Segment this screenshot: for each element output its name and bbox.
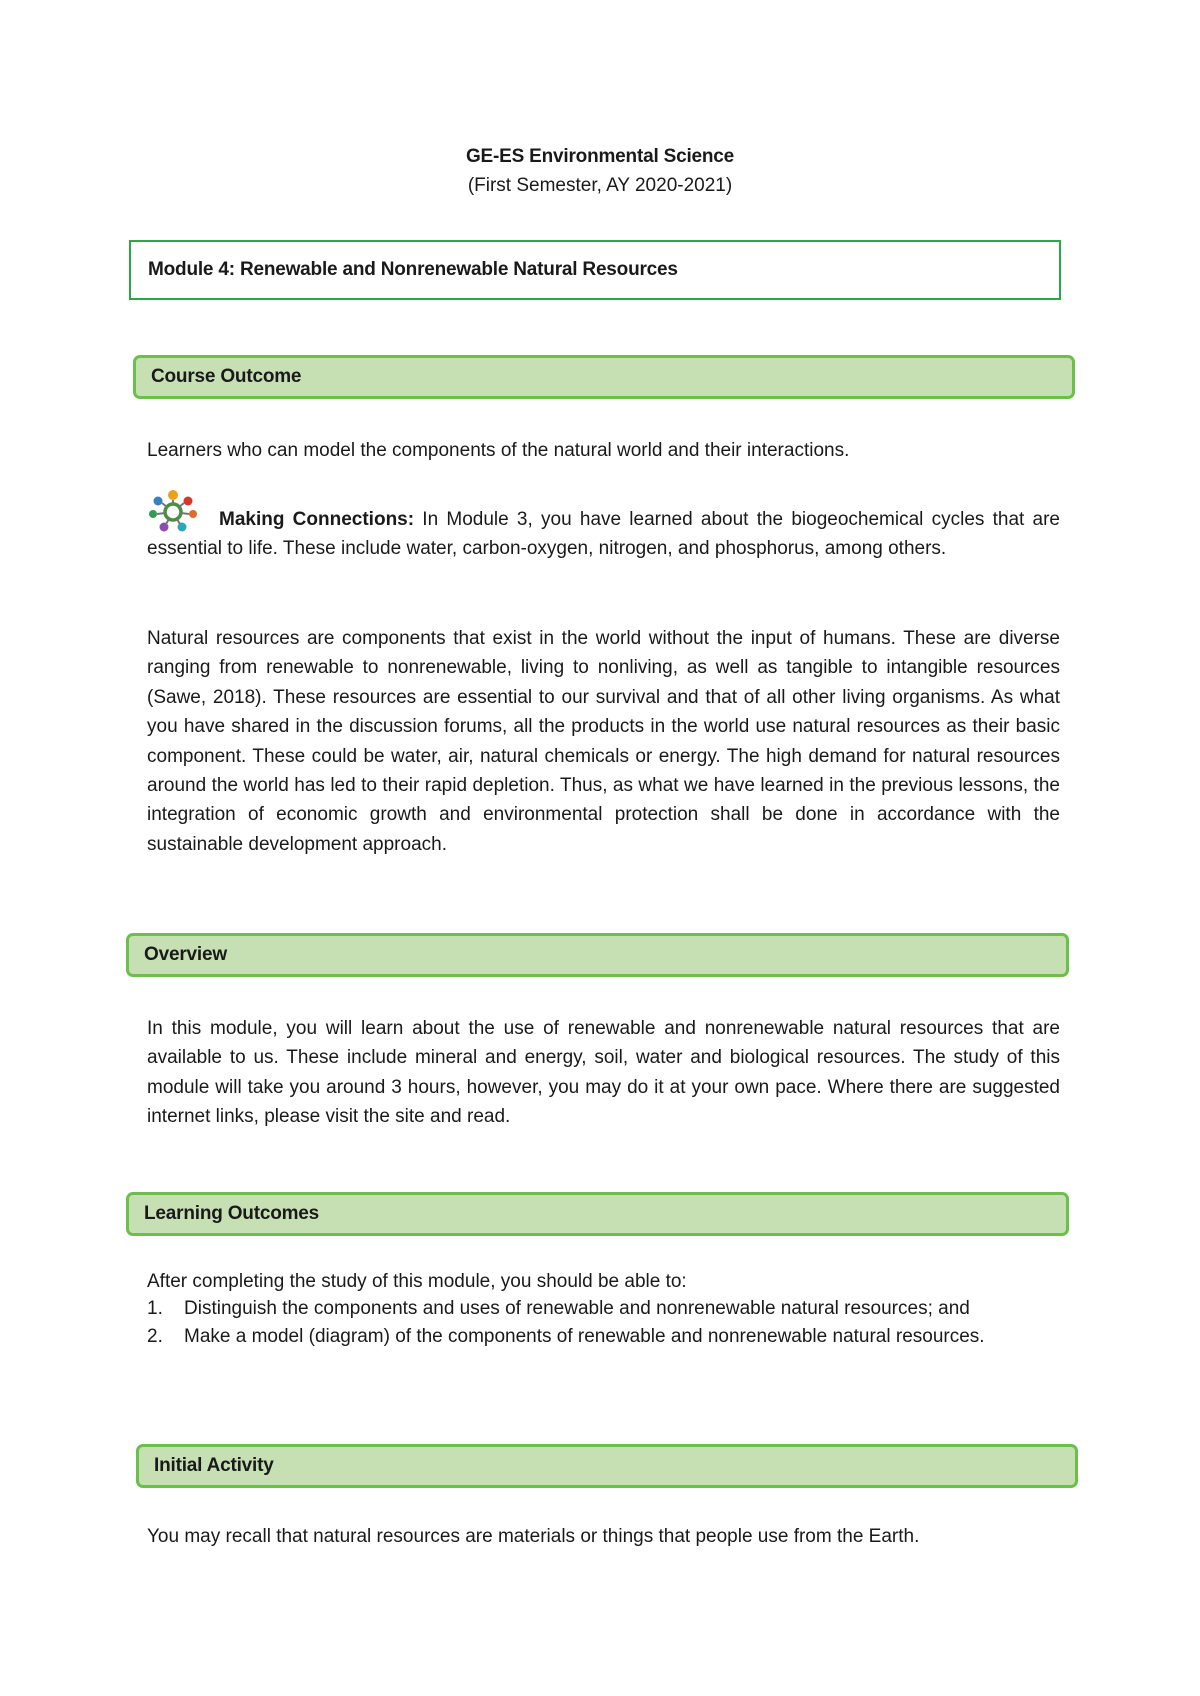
initial-activity-text: You may recall that natural resources are materials or things that people use from the Earth. [147,1526,920,1547]
list-item-number: 2. [147,1325,163,1347]
list-item-text: Make a model (diagram) of the components of renewable and nonrenewable natural resources. [184,1325,985,1347]
section-initial-activity [136,1444,1078,1488]
course-outcome-text: Learners who can model the components of the natural world and their interactions. [147,440,850,461]
section-course-outcome [133,355,1075,399]
learning-outcomes-intro: After completing the study of this module, you should be able to: [147,1271,687,1292]
document-subtitle: (First Semester, AY 2020-2021) [467,175,733,196]
overview-text: In this module, you will learn about the use of renewable and nonrenewable natural resources that are available to us. These include mineral and energy, soil, water and biological resources. The study of this module will take you around 3 hours, however, you may do it at your own pace. Where there are suggested internet links, please visit the site and read. [147,1018,1060,1128]
section-heading: Initial Activity [154,1455,274,1476]
learning-outcomes-list [147,1295,1060,1350]
module-title: Module 4: Renewable and Nonrenewable Natural Resources [148,259,678,280]
natural-resources-paragraph: Natural resources are components that exist in the world without the input of humans. These are diverse ranging from renewable to nonrenewable, living to nonliving, as well as tangible to intangible resources (Sawe, 2018). These resources are essential to our survival and that of all other living organisms. As what you have shared in the discussion forums, all the products in the world use natural resources as their basic component. These could be water, air, natural chemicals or energy. The high demand for natural resources around the world has led to their rapid depletion. Thus, as what we have learned in the previous lessons, the integration of economic growth and environmental protection shall be done in accordance with the sustainable development approach. [147,628,1060,855]
section-overview [126,933,1069,977]
section-heading: Learning Outcomes [144,1203,320,1224]
module-title-box [129,240,1061,300]
list-item [147,1295,1060,1323]
making-connections-text: In Module 3, you have learned about the biogeochemical cycles that are essential to life. These include water, carbon-oxygen, nitrogen, and phosphorus, among others. [147,509,1060,560]
list-item-text: Distinguish the components and uses of renewable and nonrenewable natural resources; and [184,1298,970,1319]
section-heading: Course Outcome [151,366,302,387]
section-heading: Overview [144,944,227,965]
list-item-number: 1. [147,1298,163,1319]
section-learning-outcomes [126,1192,1069,1236]
making-connections-lead: Making Connections: [219,509,415,530]
making-connections-paragraph [147,505,1060,564]
document-title: GE-ES Environmental Science [465,146,735,167]
list-item [147,1323,1060,1351]
